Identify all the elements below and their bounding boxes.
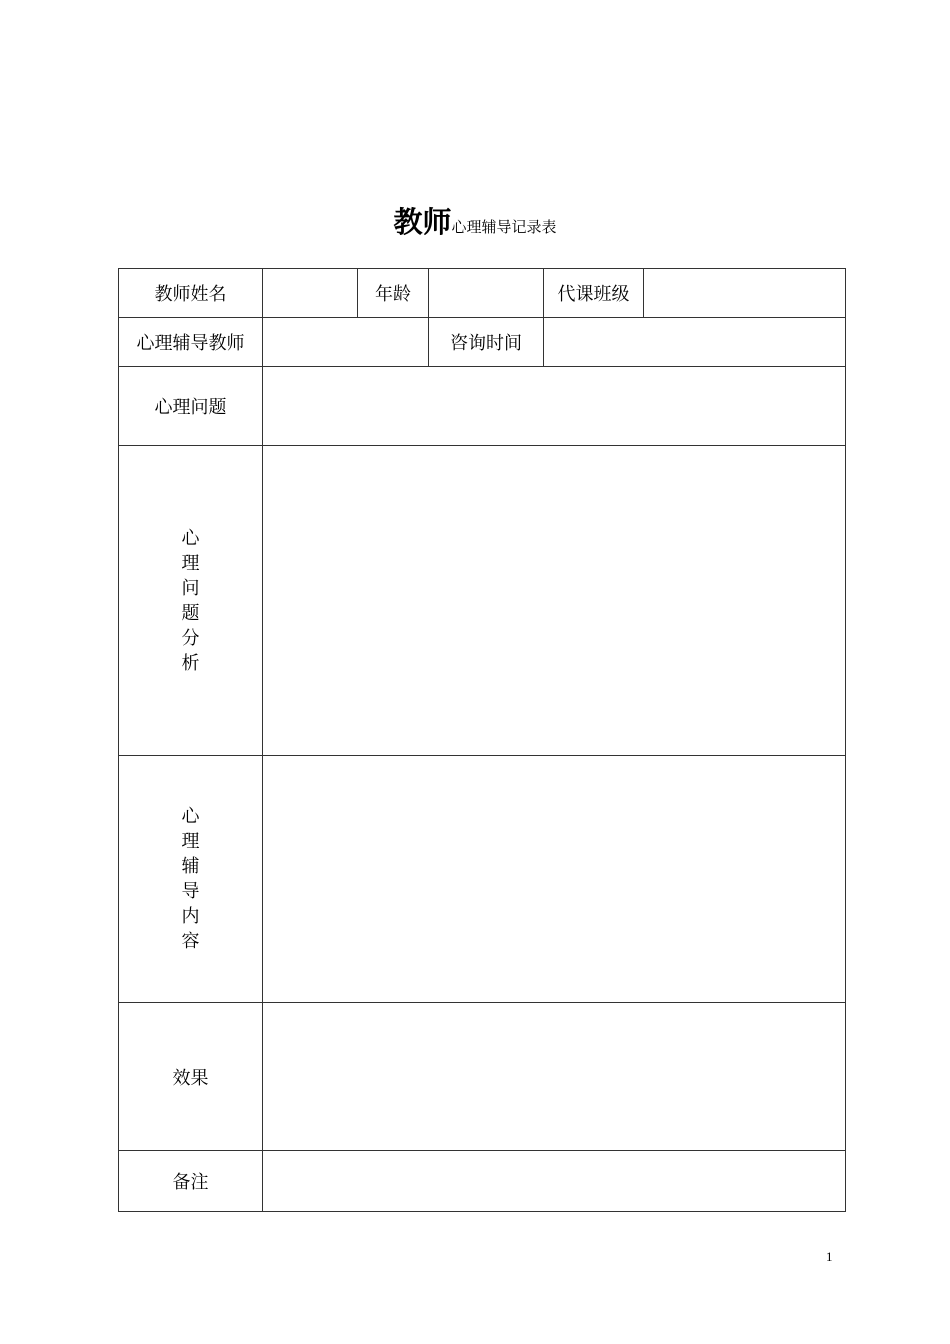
form-row-remarks [119,1151,846,1212]
page-number: 1 [826,1249,833,1264]
consult-time-field[interactable] [544,318,846,367]
analysis-label-cell [119,446,263,756]
analysis-field[interactable] [263,446,846,756]
counselor-field[interactable] [263,318,429,367]
document-title [0,200,950,241]
class-label: 代课班级 [544,269,644,318]
remarks-field[interactable] [263,1151,846,1212]
problem-label: 心理问题 [119,367,263,446]
title-main: 教师 [393,205,452,239]
form-row-effect [119,1003,846,1151]
effect-field[interactable] [263,1003,846,1151]
form-row-analysis [119,446,846,756]
counseling-record-form [118,268,846,1212]
form-row-counselor [119,318,846,367]
age-label: 年龄 [358,269,429,318]
content-label-cell [119,756,263,1003]
analysis-label: 心理问题分析 [181,527,200,674]
problem-field[interactable] [263,367,846,446]
counselor-label: 心理辅导教师 [119,318,263,367]
content-field[interactable] [263,756,846,1003]
form-row-problem [119,367,846,446]
consult-time-label: 咨询时间 [429,318,544,367]
form-row-content [119,756,846,1003]
remarks-label: 备注 [119,1151,263,1212]
content-label: 心理辅导内容 [181,806,200,952]
teacher-name-field[interactable] [263,269,358,318]
form-row-basic-info [119,269,846,318]
title-sub: 心理辅导记录表 [451,218,557,236]
age-field[interactable] [429,269,544,318]
teacher-name-label: 教师姓名 [119,269,263,318]
class-field[interactable] [644,269,846,318]
effect-label: 效果 [119,1003,263,1151]
